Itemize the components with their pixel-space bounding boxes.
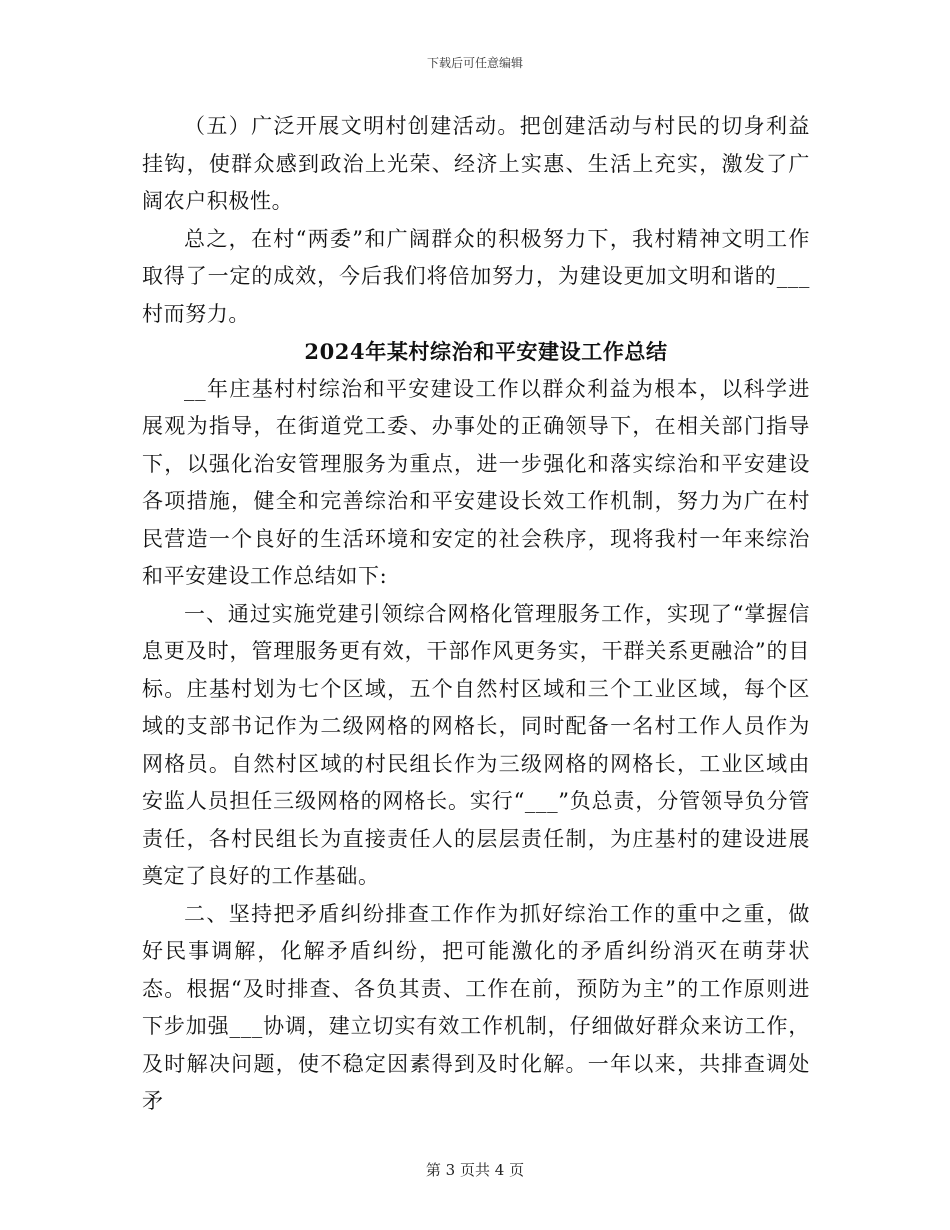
- document-body: [142, 108, 810, 1121]
- paragraph-civilized-village: （五）广泛开展文明村创建活动。把创建活动与村民的切身利益挂钩，使群众感到政治上光荣、经济上实惠、生活上充实，激发了广阔农户积极性。: [142, 114, 810, 213]
- paragraph-point-two: 二、坚持把矛盾纠纷排查工作作为抓好综治工作的重中之重，做好民事调解，化解矛盾纠纷，把可能激化的矛盾纠纷消灭在萌芽状态。根据“及时排查、各负其责、工作在前，预防为主”的工作原则进下步加强___协调，建立切实有效工作机制，仔细做好群众来访工作，及时解决问题，使不稳定因素得到及时化解。一年以来，共排查调处矛: [142, 901, 810, 1113]
- section-title: 2024年某村综治和平安建设工作总结: [304, 339, 668, 364]
- page-header: 下载后可任意编辑: [426, 56, 523, 70]
- paragraph-intro: __年庄基村村综治和平安建设工作以群众利益为根本，以科学进展观为指导，在街道党工委、办事处的正确领导下，在相关部门指导下，以强化治安管理服务为重点，进一步强化和落实综治和平安建设各项措施，健全和完善综治和平安建设长效工作机制，努力为广在村民营造一个良好的生活环境和安定的社会秩序，现将我村一年来综治和平安建设工作总结如下:: [142, 376, 810, 588]
- paragraph-point-one: 一、通过实施党建引领综合网格化管理服务工作，实现了“掌握信息更及时，管理服务更有效，干部作风更务实，干群关系更融洽”的目标。庄基村划为七个区域，五个自然村区域和三个工业区域，每个区域的支部书记作为二级网格的网格长，同时配备一名村工作人员作为网格员。自然村区域的村民组长作为三级网格的网格长，工业区域由安监人员担任三级网格的网格长。实行“___”负总责，分管领导负分管责任，各村民组长为直接责任人的层层责任制，为庄基村的建设进展奠定了良好的工作基础。: [142, 601, 810, 888]
- paragraph-summary: 总之，在村“两委”和广阔群众的积极努力下，我村精神文明工作取得了一定的成效，今后我们将倍加努力，为建设更加文明和谐的___村而努力。: [142, 226, 810, 326]
- page-footer: 第 3 页共 4 页: [425, 1161, 525, 1179]
